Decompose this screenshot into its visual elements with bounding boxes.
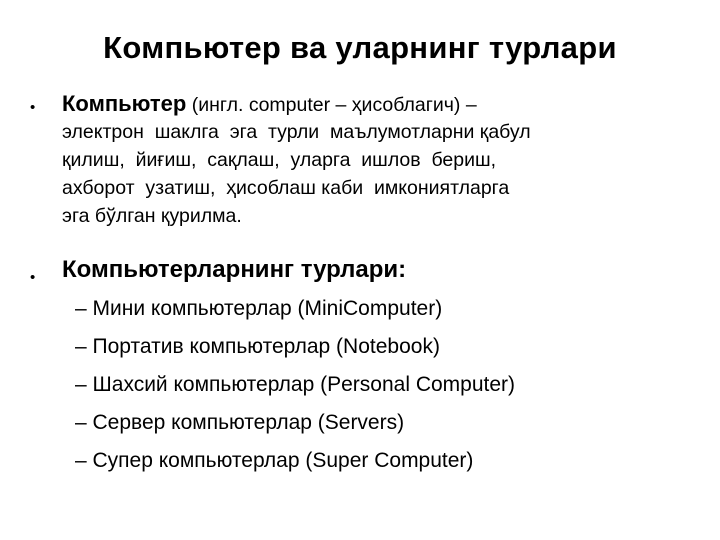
types-list-item: – Портатив компьютерлар (Notebook) <box>75 335 440 358</box>
definition-first-line <box>62 90 702 119</box>
slide-title: Компьютер ва уларнинг турлари <box>103 30 617 65</box>
definition-line: электрон шаклга эга турли маълумотларни қабул <box>62 121 531 143</box>
definition-line: ахборот узатиш, ҳисоблаш каби имкониятларга <box>62 177 510 199</box>
types-heading: Компьютерларнинг турлари: <box>62 256 407 283</box>
definition-line: қилиш, йиғиш, сақлаш, уларга ишлов бериш, <box>62 149 497 171</box>
definition-first-line-rest: (ингл. computer – ҳисоблагич) – <box>186 94 477 116</box>
types-list-item: – Сервер компьютерлар (Servers) <box>75 411 405 434</box>
definition-line: эга бўлган қурилма. <box>62 205 242 227</box>
bullet-dot: • <box>30 269 36 286</box>
types-list-item: – Супер компьютерлар (Super Computer) <box>75 449 474 472</box>
types-list-item: – Шахсий компьютерлар (Personal Computer) <box>75 373 516 396</box>
definition-term: Компьютер <box>62 91 187 116</box>
bullet-dot: • <box>30 99 36 116</box>
types-list <box>75 290 515 480</box>
types-list-item: – Мини компьютерлар (MiniComputer) <box>75 297 443 320</box>
